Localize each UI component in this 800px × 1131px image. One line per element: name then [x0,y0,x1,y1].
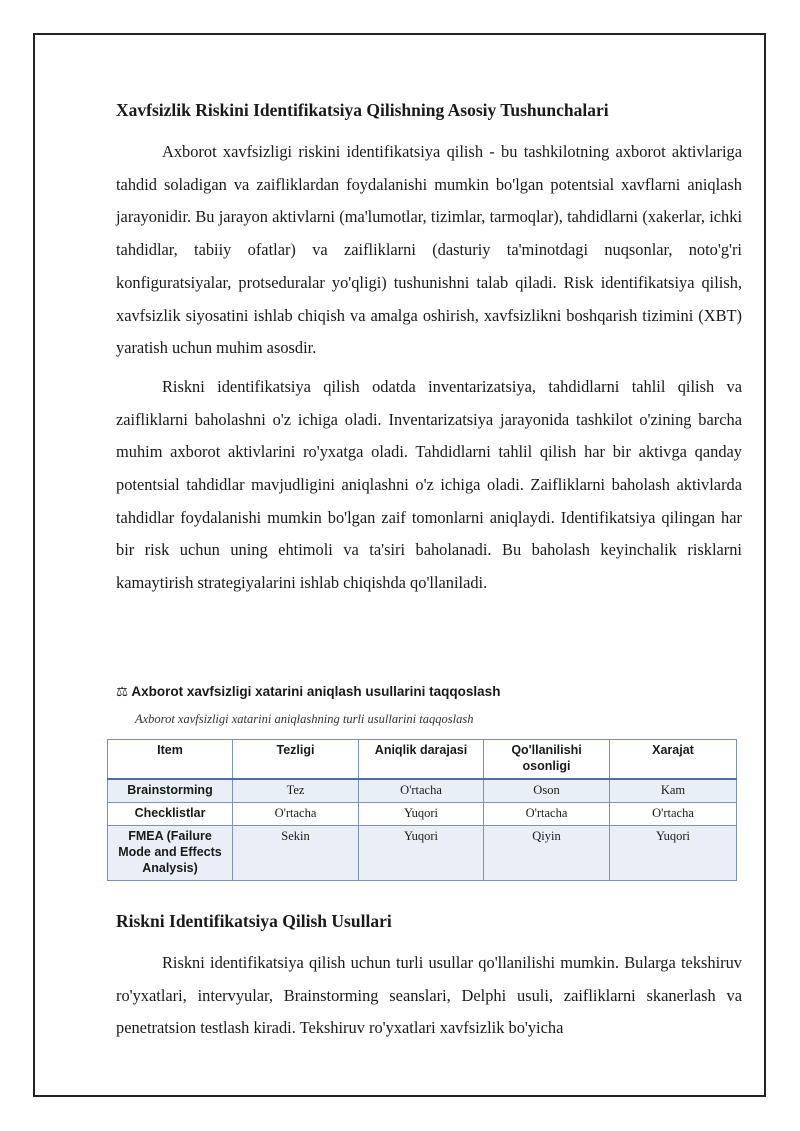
table-cell: Tez [233,779,359,803]
paragraph: Riskni identifikatsiya qilish uchun turli usullar qo'llanilishi mumkin. Bularga tekshiruv ro'yxatlari, intervyular, Brainstorming seanslari, Delphi usuli, zaifliklarni skanerlash va penetratsion testlash kiradi. Tekshiruv ro'yxatlari xavfsizlik bo'yicha [116,953,742,1038]
table-row [108,803,737,826]
table-cell: Yuqori [359,803,484,826]
section-concepts [116,98,742,600]
table-cell: O'rtacha [484,803,610,826]
table-cell: O'rtacha [610,803,737,826]
table-header-row [108,740,737,780]
column-header: Tezligi [233,740,359,780]
column-header: Aniqlik darajasi [359,740,484,780]
column-header: Item [108,740,233,780]
table-cell: Qiyin [484,826,610,881]
table-cell: Kam [610,779,737,803]
comparison-table [107,739,737,881]
row-label: Checklistlar [108,803,233,826]
table-cell: Oson [484,779,610,803]
table-cell: Yuqori [359,826,484,881]
table-cell: O'rtacha [233,803,359,826]
table-row [108,826,737,881]
table-row [108,779,737,803]
table-caption: Axborot xavfsizligi xatarini aniqlashning turli usullarini taqqoslash [135,712,474,726]
table-title: ⚖ Axborot xavfsizligi xatarini aniqlash usullarini taqqoslash [116,684,501,699]
section-heading: Xavfsizlik Riskini Identifikatsiya Qilishning Asosiy Tushunchalari [116,100,609,120]
column-header: Xarajat [610,740,737,780]
paragraph: Axborot xavfsizligi riskini identifikatsiya qilish - bu tashkilotning axborot aktivlariga tahdid soladigan va zaifliklardan foydalanishi mumkin bo'lgan potentsial xavflarni aniqlash jarayonidir. Bu jarayon aktivlarni (ma'lumotlar, tizimlar, tarmoqlar), tahdidlarni (xakerlar, ichki tahdidlar, tabiiy ofatlar) va zaifliklarni (dasturiy ta'minotdagi nuqsonlar, noto'g'ri konfiguratsiyalar, protseduralar yo'qligi) tushunishni talab qiladi. Risk identifikatsiya qilish, xavfsizlik siyosatini ishlab chiqish va amalga oshirish, xavfsizlikni boshqarish tizimini (XBT) yaratish uchun muhim asosdir. [116,142,742,358]
column-header: Qo'llanilishi osonligi [484,740,610,780]
table-cell: O'rtacha [359,779,484,803]
paragraph: Riskni identifikatsiya qilish odatda inventarizatsiya, tahdidlarni tahlil qilish va zaifliklarni baholashni o'z ichiga oladi. Inventarizatsiya jarayonida tashkilot o'zining barcha muhim axborot aktivlarini ro'yxatga oladi. Tahdidlarni tahlil qilish har bir aktivga qanday potentsial tahdidlar mavjudligini aniqlashni o'z ichiga oladi. Zaifliklarni baholash aktivlarda tahdidlar foydalanishi mumkin bo'lgan zaif tomonlarni aniqlaydi. Identifikatsiya qilingan har bir risk uchun uning ehtimoli va ta'siri baholanadi. Bu baholash keyinchalik risklarni kamaytirish strategiyalarini ishlab chiqishda qo'llaniladi. [116,376,742,593]
row-label: Brainstorming [108,779,233,803]
table-cell: Sekin [233,826,359,881]
row-label: FMEA (Failure Mode and Effects Analysis) [108,826,233,881]
section-heading: Riskni Identifikatsiya Qilish Usullari [116,911,392,931]
section-methods [116,909,742,1045]
table-cell: Yuqori [610,826,737,881]
